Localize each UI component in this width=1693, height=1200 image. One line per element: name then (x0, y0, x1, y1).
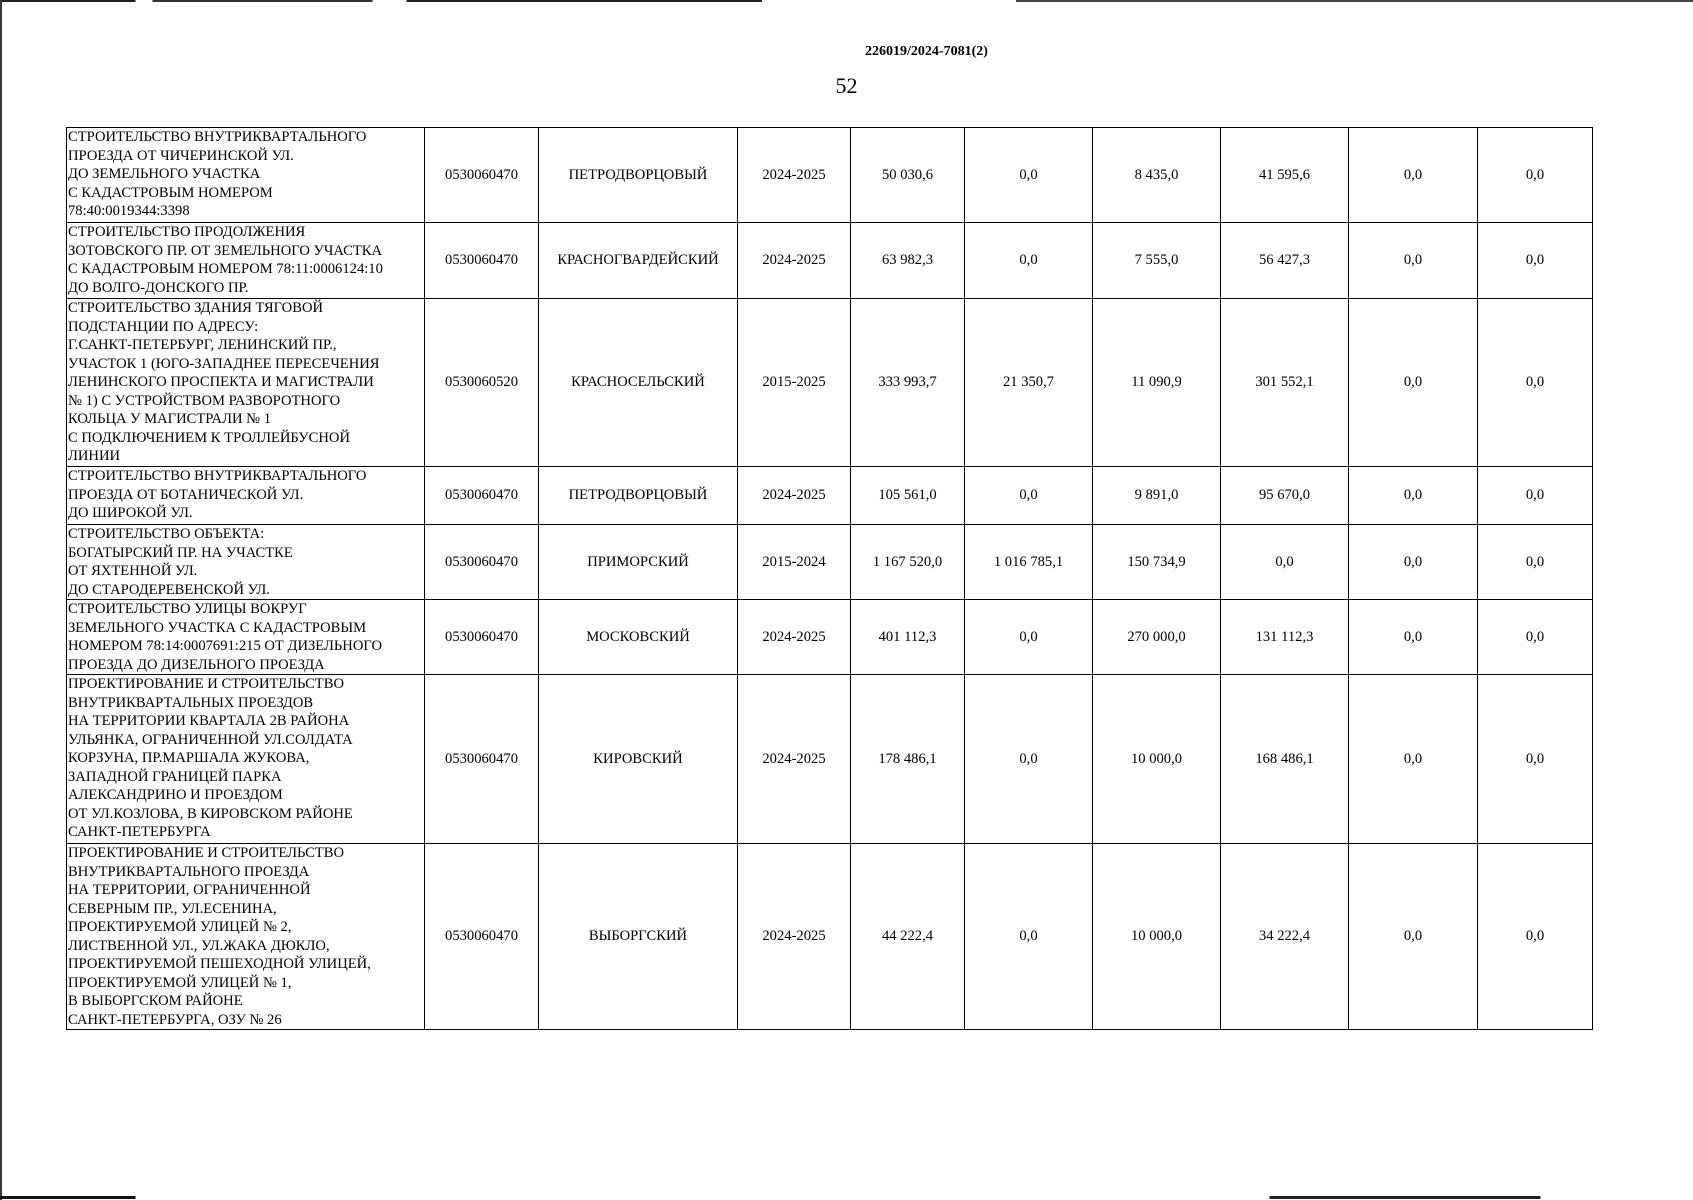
budget-code: 0530060470 (425, 675, 539, 844)
total-value: 333 993,7 (851, 299, 965, 467)
object-name: СТРОИТЕЛЬСТВО ОБЪЕКТА: БОГАТЫРСКИЙ ПР. НА УЧАСТКЕ ОТ ЯХТЕННОЙ УЛ. ДО СТАРОДЕРЕВЕНСКОЙ УЛ. (67, 525, 425, 600)
value-col-3: 56 427,3 (1221, 223, 1349, 299)
value-col-4: 0,0 (1349, 675, 1478, 844)
value-col-5: 0,0 (1478, 467, 1593, 525)
value-col-1: 0,0 (965, 128, 1093, 223)
value-col-5: 0,0 (1478, 128, 1593, 223)
value-col-4: 0,0 (1349, 223, 1478, 299)
district: ПЕТРОДВОРЦОВЫЙ (539, 467, 738, 525)
budget-code: 0530060470 (425, 525, 539, 600)
object-name: ПРОЕКТИРОВАНИЕ И СТРОИТЕЛЬСТВО ВНУТРИКВАРТАЛЬНОГО ПРОЕЗДА НА ТЕРРИТОРИИ, ОГРАНИЧЕННОЙ СЕВЕРНЫМ ПР., УЛ.ЕСЕНИНА, ПРОЕКТИРУЕМОЙ УЛИЦЕЙ № 2, ЛИСТВЕННОЙ УЛ., УЛ.ЖАКА ДЮКЛО, ПРОЕКТИРУЕМОЙ ПЕШЕХОДНОЙ УЛИЦЕЙ, ПРОЕКТИРУЕМОЙ УЛИЦЕЙ № 1, В ВЫБОРГСКОМ РАЙОНЕ САНКТ-ПЕТЕРБУРГА, ОЗУ № 26 (67, 844, 425, 1030)
value-col-4: 0,0 (1349, 525, 1478, 600)
value-col-4: 0,0 (1349, 128, 1478, 223)
district: МОСКОВСКИЙ (539, 600, 738, 675)
value-col-2: 10 000,0 (1093, 675, 1221, 844)
budget-code: 0530060470 (425, 223, 539, 299)
value-col-2: 8 435,0 (1093, 128, 1221, 223)
total-value: 63 982,3 (851, 223, 965, 299)
object-name: ПРОЕКТИРОВАНИЕ И СТРОИТЕЛЬСТВО ВНУТРИКВАРТАЛЬНЫХ ПРОЕЗДОВ НА ТЕРРИТОРИИ КВАРТАЛА 2В РАЙОНА УЛЬЯНКА, ОГРАНИЧЕННОЙ УЛ.СОЛДАТА КОРЗУНА, ПР.МАРШАЛА ЖУКОВА, ЗАПАДНОЙ ГРАНИЦЕЙ ПАРКА АЛЕКСАНДРИНО И ПРОЕЗДОМ ОТ УЛ.КОЗЛОВА, В КИРОВСКОМ РАЙОНЕ САНКТ-ПЕТЕРБУРГА (67, 675, 425, 844)
table-row (67, 128, 1593, 223)
table-row (67, 844, 1593, 1030)
period: 2015-2025 (738, 299, 851, 467)
period: 2015-2024 (738, 525, 851, 600)
table-row (67, 600, 1593, 675)
value-col-3: 131 112,3 (1221, 600, 1349, 675)
value-col-3: 34 222,4 (1221, 844, 1349, 1030)
value-col-4: 0,0 (1349, 600, 1478, 675)
total-value: 105 561,0 (851, 467, 965, 525)
table-row (67, 223, 1593, 299)
table-row (67, 467, 1593, 525)
total-value: 44 222,4 (851, 844, 965, 1030)
object-name: СТРОИТЕЛЬСТВО ПРОДОЛЖЕНИЯ ЗОТОВСКОГО ПР. ОТ ЗЕМЕЛЬНОГО УЧАСТКА С КАДАСТРОВЫМ НОМЕРОМ 78:11:0006124:10 ДО ВОЛГО-ДОНСКОГО ПР. (67, 223, 425, 299)
period: 2024-2025 (738, 223, 851, 299)
object-name: СТРОИТЕЛЬСТВО ЗДАНИЯ ТЯГОВОЙ ПОДСТАНЦИИ ПО АДРЕСУ: Г.САНКТ-ПЕТЕРБУРГ, ЛЕНИНСКИЙ ПР., УЧАСТОК 1 (ЮГО-ЗАПАДНЕЕ ПЕРЕСЕЧЕНИЯ ЛЕНИНСКОГО ПРОСПЕКТА И МАГИСТРАЛИ № 1) С УСТРОЙСТВОМ РАЗВОРОТНОГО КОЛЬЦА У МАГИСТРАЛИ № 1 С ПОДКЛЮЧЕНИЕМ К ТРОЛЛЕЙБУСНОЙ ЛИНИИ (67, 299, 425, 467)
table-row (67, 675, 1593, 844)
value-col-1: 21 350,7 (965, 299, 1093, 467)
value-col-1: 0,0 (965, 844, 1093, 1030)
object-name: СТРОИТЕЛЬСТВО ВНУТРИКВАРТАЛЬНОГО ПРОЕЗДА ОТ ЧИЧЕРИНСКОЙ УЛ. ДО ЗЕМЕЛЬНОГО УЧАСТКА С КАДАСТРОВЫМ НОМЕРОМ 78:40:0019344:3398 (67, 128, 425, 223)
value-col-3: 0,0 (1221, 525, 1349, 600)
value-col-3: 168 486,1 (1221, 675, 1349, 844)
district: КРАСНОГВАРДЕЙСКИЙ (539, 223, 738, 299)
value-col-2: 10 000,0 (1093, 844, 1221, 1030)
district: ПЕТРОДВОРЦОВЫЙ (539, 128, 738, 223)
value-col-5: 0,0 (1478, 525, 1593, 600)
value-col-1: 0,0 (965, 675, 1093, 844)
value-col-2: 7 555,0 (1093, 223, 1221, 299)
value-col-2: 9 891,0 (1093, 467, 1221, 525)
budget-code: 0530060470 (425, 844, 539, 1030)
scan-edge-top (0, 0, 1693, 2)
district: ВЫБОРГСКИЙ (539, 844, 738, 1030)
object-name: СТРОИТЕЛЬСТВО УЛИЦЫ ВОКРУГ ЗЕМЕЛЬНОГО УЧАСТКА С КАДАСТРОВЫМ НОМЕРОМ 78:14:0007691:215 ОТ ДИЗЕЛЬНОГО ПРОЕЗДА ДО ДИЗЕЛЬНОГО ПРОЕЗДА (67, 600, 425, 675)
object-name: СТРОИТЕЛЬСТВО ВНУТРИКВАРТАЛЬНОГО ПРОЕЗДА ОТ БОТАНИЧЕСКОЙ УЛ. ДО ШИРОКОЙ УЛ. (67, 467, 425, 525)
value-col-4: 0,0 (1349, 299, 1478, 467)
total-value: 50 030,6 (851, 128, 965, 223)
scan-edge-bottom (0, 1196, 1693, 1199)
scan-edge-left (0, 0, 2, 1200)
budget-code: 0530060470 (425, 600, 539, 675)
total-value: 401 112,3 (851, 600, 965, 675)
value-col-3: 41 595,6 (1221, 128, 1349, 223)
table-row (67, 525, 1593, 600)
value-col-3: 95 670,0 (1221, 467, 1349, 525)
table-row (67, 299, 1593, 467)
value-col-5: 0,0 (1478, 223, 1593, 299)
value-col-1: 0,0 (965, 467, 1093, 525)
value-col-5: 0,0 (1478, 600, 1593, 675)
value-col-4: 0,0 (1349, 467, 1478, 525)
value-col-5: 0,0 (1478, 844, 1593, 1030)
page-number: 52 (835, 73, 858, 98)
period: 2024-2025 (738, 675, 851, 844)
table-body (67, 128, 1593, 1030)
value-col-3: 301 552,1 (1221, 299, 1349, 467)
budget-code: 0530060470 (425, 128, 539, 223)
district: КИРОВСКИЙ (539, 675, 738, 844)
period: 2024-2025 (738, 844, 851, 1030)
document-number: 226019/2024-7081(2) (865, 44, 988, 59)
value-col-5: 0,0 (1478, 299, 1593, 467)
district: ПРИМОРСКИЙ (539, 525, 738, 600)
period: 2024-2025 (738, 467, 851, 525)
budget-code: 0530060520 (425, 299, 539, 467)
value-col-1: 0,0 (965, 600, 1093, 675)
value-col-2: 150 734,9 (1093, 525, 1221, 600)
value-col-1: 1 016 785,1 (965, 525, 1093, 600)
period: 2024-2025 (738, 128, 851, 223)
value-col-2: 11 090,9 (1093, 299, 1221, 467)
budget-code: 0530060470 (425, 467, 539, 525)
budget-table (66, 127, 1593, 1030)
district: КРАСНОСЕЛЬСКИЙ (539, 299, 738, 467)
value-col-5: 0,0 (1478, 675, 1593, 844)
total-value: 1 167 520,0 (851, 525, 965, 600)
total-value: 178 486,1 (851, 675, 965, 844)
value-col-2: 270 000,0 (1093, 600, 1221, 675)
period: 2024-2025 (738, 600, 851, 675)
value-col-1: 0,0 (965, 223, 1093, 299)
value-col-4: 0,0 (1349, 844, 1478, 1030)
